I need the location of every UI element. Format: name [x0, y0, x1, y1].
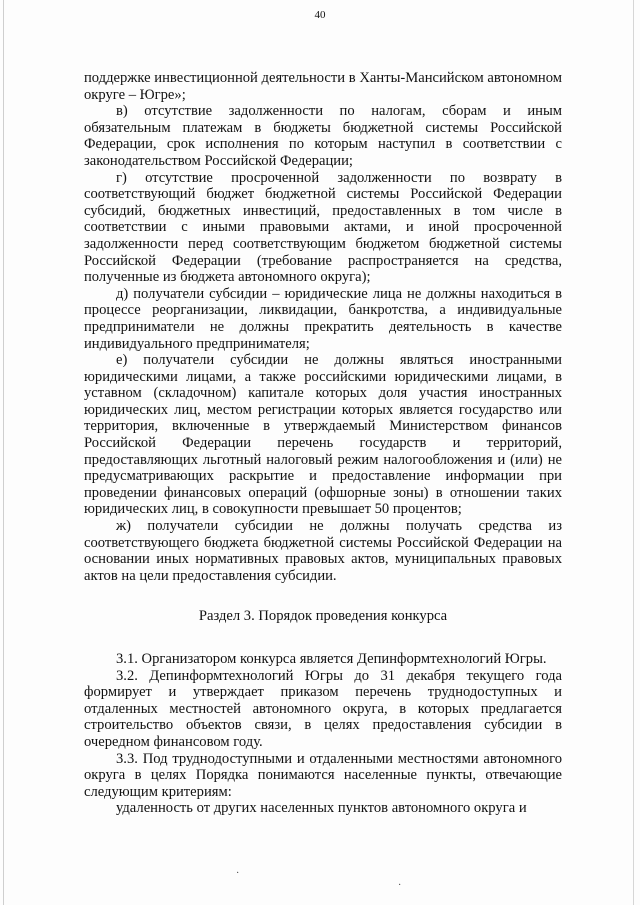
paragraph-3-1: 3.1. Организатором конкурса является Депинформтехнологий Югры.: [116, 651, 547, 667]
paragraph-3-3: 3.3. Под труднодоступными и отдаленными местностями автономного округа в целях Порядка понимаются населенные пункты, отвечающие следующим критериям:: [84, 750, 562, 800]
section-title: Раздел 3. Порядок проведения конкурса: [198, 608, 448, 625]
scan-speck: ·: [236, 868, 240, 879]
paragraph-item-zh: ж) получатели субсидии не должны получать средства из соответствующего бюджета бюджетной системы Российской Федерации на основании иных нормативных правовых актов, муниципальных правовых актов на цели предоставления субсидии.: [84, 518, 562, 584]
page-number: 40: [314, 9, 326, 21]
paragraph-criteria-start: удаленность от других населенных пунктов автономного округа и: [116, 800, 527, 817]
scan-edge-right: [633, 0, 634, 905]
paragraph-item-g: г) отсутствие просроченной задолженности по возврату в соответствующий бюджет бюджетной системы Российской Федерации субсидий, бюджетных инвестиций, предоставленных в том числе в соответствии с иными правовыми актами, и иной просроченной задолженности перед соответствующим бюджетом бюджетной системы Российской Федерации (требование распространяется на средства, полученные из бюджета автономного округа);: [84, 169, 562, 286]
document-body: [84, 70, 562, 817]
scan-edge-left: [3, 0, 4, 905]
scan-speck: ·: [398, 880, 402, 891]
paragraph-continuation: поддержке инвестиционной деятельности в Ханты-Мансийском автономном округе – Югре»;: [84, 70, 562, 103]
paragraph-item-v: в) отсутствие задолженности по налогам, сборам и иным обязательным платежам в бюджеты бюджетной системы Российской Федерации, срок исполнения по которым наступил в соответствии с законодательством Российской Федерации;: [84, 103, 562, 169]
paragraph-3-2: 3.2. Депинформтехнологий Югры до 31 декабря текущего года формирует и утверждает приказом перечень труднодоступных и отдаленных местностей автономного округа, в которых предлагается строительство объектов связи, в целях предоставления субсидии в очередном финансовом году.: [84, 667, 562, 750]
paragraph-item-d: д) получатели субсидии – юридические лица не должны находиться в процессе реорганизации, ликвидации, банкротства, а индивидуальные предприниматели не должны прекратить деятельность в качестве индивидуального предпринимателя;: [84, 285, 562, 352]
paragraph-item-e: е) получатели субсидии не должны являться иностранными юридическими лицами, а также российскими юридическими лицами, в уставном (складочном) капитале которых доля участия иностранных юридических лиц, местом регистрации которых является государство или территория, включенные в утверждаемый Министерством финансов Российской Федерации перечень государств и территорий, предоставляющих льготный налоговый режим налогообложения и (или) не предусматривающих раскрытие и предоставление информации при проведении финансовых операций (офшорные зоны) в отношении таких юридических лиц, в совокупности превышает 50 процентов;: [84, 352, 562, 518]
